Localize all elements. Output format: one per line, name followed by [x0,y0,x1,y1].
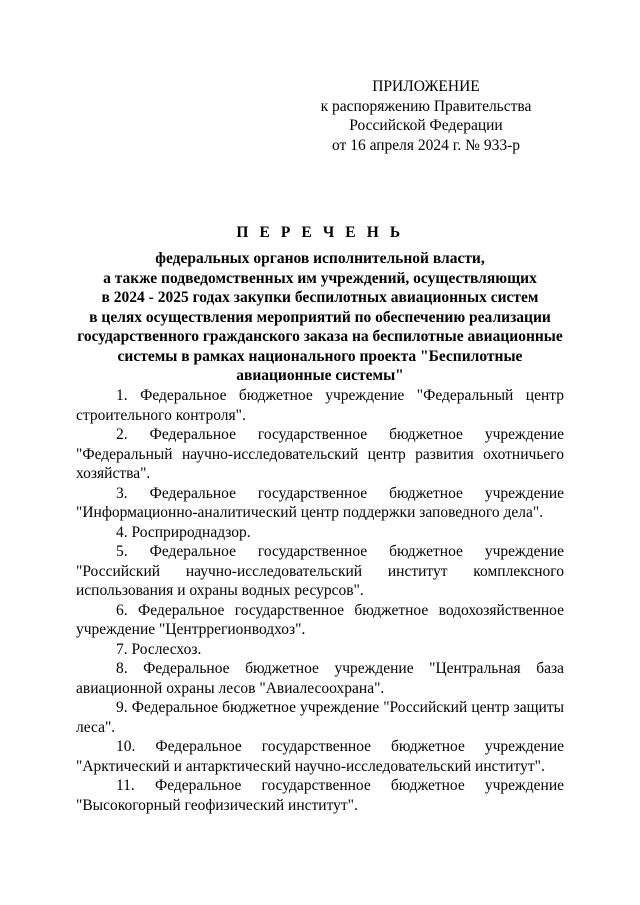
item-text: Федеральное государственное бюджетное учреждение "Федеральный научно-исследовательский центр развития охотничьего хозяйства". [76,426,564,482]
list-item [76,640,564,660]
subtitle-line: системы в рамках национального проекта "Беспилотные [117,347,523,365]
item-text: Рослесхоз. [131,640,202,658]
appendix-block [296,77,556,155]
subtitle-line: в 2024 - 2025 годах закупки беспилотных авиационных систем [101,289,539,306]
list-item [76,776,564,815]
list-item [76,601,564,640]
list-item [76,542,564,601]
item-text: Федеральное бюджетное учреждение "Федеральный центр строительного контроля". [76,387,564,424]
item-text: Федеральное государственное бюджетное учреждение "Высокогорный геофизический институт". [76,777,564,814]
item-number: 9. [116,699,128,716]
item-number: 11. [116,777,135,794]
subtitle-line: в целях осуществления мероприятий по обеспечению реализации [89,308,551,326]
item-text: Федеральное государственное бюджетное учреждение "Арктический и антарктический научно-исследовательский институт". [76,738,564,775]
item-number: 6. [116,601,128,619]
item-text: Росприроднадзор. [131,523,251,541]
appendix-line: Российской Федерации [349,117,503,134]
list-item [76,659,564,698]
item-text: Федеральное бюджетное учреждение "Центральная база авиационной охраны лесов "Авиалесоохрана". [76,660,564,697]
item-number: 10. [116,738,136,755]
item-text: Федеральное государственное бюджетное учреждение "Российский научно-исследовательский институт комплексного использования и охраны водных ресурсов". [76,543,564,599]
subtitle-line: федеральных органов исполнительной власти, [155,250,485,267]
item-number: 3. [116,484,128,502]
list-item [76,698,564,737]
appendix-line: к распоряжению Правительства [320,97,532,115]
list-item [76,425,564,484]
item-text: Федеральное государственное бюджетное учреждение "Информационно-аналитический центр поддержки заповедного дела". [76,484,564,521]
item-text: Федеральное бюджетное учреждение "Российский центр защиты леса". [76,699,565,736]
subtitle-line: авиационные системы" [236,367,404,384]
list-item [76,523,564,543]
item-number: 5. [116,543,128,560]
document-subtitle [0,249,640,386]
appendix-date-number: от 16 апреля 2024 г. № 933-р [332,136,520,154]
document-heading: П Е Р Е Ч Е Н Ь [236,224,404,241]
item-number: 8. [116,660,128,677]
list-item [76,386,564,425]
item-number: 2. [116,426,128,443]
subtitle-line: а также подведомственных им учреждений, осуществляющих [103,269,537,287]
institution-list [76,386,564,815]
item-number: 1. [116,387,128,404]
appendix-title: ПРИЛОЖЕНИЕ [372,78,480,95]
list-item [76,484,564,523]
item-text: Федеральное государственное бюджетное водохозяйственное учреждение "Центррегионводхоз". [76,601,565,638]
item-number: 4. [116,523,128,541]
item-number: 7. [116,640,128,658]
list-item [76,737,564,776]
subtitle-line: государственного гражданского заказа на беспилотные авиационные [77,328,563,345]
